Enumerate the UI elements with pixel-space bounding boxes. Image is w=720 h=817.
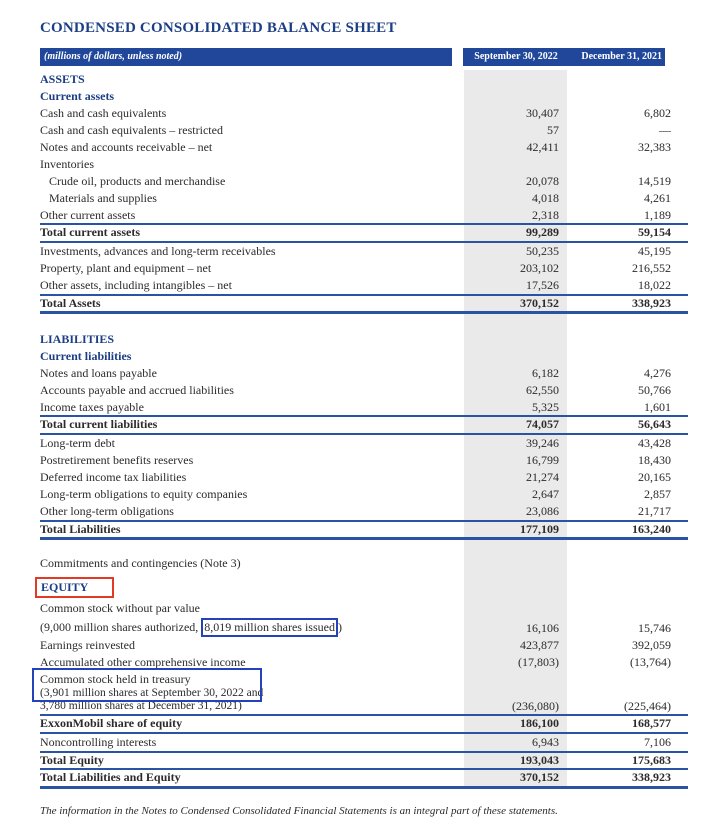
row-value-dec-2021: (13,764) — [630, 654, 671, 669]
row-cash — [40, 104, 688, 121]
row-label — [40, 620, 464, 635]
row-label: Total Assets — [40, 295, 101, 310]
row-label: Cash and cash equivalents – restricted — [40, 122, 223, 137]
row-label: ExxonMobil share of equity — [40, 716, 183, 730]
row-value-dec-2021: 4,276 — [644, 365, 671, 380]
column-header-december-2021: December 31, 2021 — [581, 51, 662, 62]
row-label: Property, plant and equipment – net — [40, 261, 212, 275]
row-value-dec-2021: 32,383 — [638, 139, 671, 154]
row-label: Notes and loans payable — [40, 365, 157, 380]
row-value-sep-2022: 62,550 — [526, 382, 559, 397]
row-label: Common stock without par value — [40, 600, 200, 615]
row-current-assets-header — [40, 87, 688, 104]
row-value-dec-2021: — — [659, 122, 671, 137]
row-value-sep-2022: 30,407 — [526, 105, 559, 120]
row-notes-receivable — [40, 138, 688, 155]
shares-issued-close-paren: ) — [337, 620, 342, 634]
row-value-dec-2021: 18,430 — [638, 453, 671, 467]
row-value-dec-2021: 175,683 — [632, 752, 671, 767]
section-heading: ASSETS — [40, 71, 85, 86]
balance-sheet-table — [40, 70, 688, 789]
row-accumulated-oci — [40, 653, 688, 670]
footnote: The information in the Notes to Condensed Consolidated Financial Statements is an integral part of these statements. — [40, 804, 558, 817]
header-bar-gap — [452, 48, 463, 66]
row-label: Total Liabilities — [40, 521, 121, 536]
row-inventories — [40, 155, 688, 172]
row-label: Deferred income tax liabilities — [40, 470, 187, 484]
section-heading — [40, 577, 688, 599]
row-assets-header — [40, 70, 688, 87]
subsection-heading: Current liabilities — [40, 348, 132, 363]
row-value-sep-2022: 186,100 — [520, 716, 559, 730]
row-label: Crude oil, products and merchandise — [49, 173, 226, 188]
row-value-sep-2022: (17,803) — [518, 654, 559, 669]
row-value-sep-2022: 203,102 — [520, 261, 559, 275]
row-value-sep-2022: 50,235 — [526, 244, 559, 258]
row-value-sep-2022: 57 — [547, 122, 559, 137]
row-exxonmobil-share — [40, 714, 688, 734]
row-value-dec-2021: 59,154 — [638, 225, 671, 239]
row-total-current-liabilities — [40, 415, 688, 435]
row-noncontrolling — [40, 734, 688, 751]
row-label: Noncontrolling interests — [40, 735, 157, 749]
row-label: Other current assets — [40, 207, 136, 222]
row-total-liabilities — [40, 520, 688, 541]
row-value-dec-2021: 21,717 — [638, 504, 671, 518]
row-label: Other assets, including intangibles – net — [40, 278, 232, 292]
row-equity-header — [40, 575, 688, 599]
row-value-sep-2022: 42,411 — [526, 139, 559, 154]
row-income-taxes-payable — [40, 398, 688, 415]
row-value-sep-2022: 39,246 — [526, 436, 559, 450]
section-gap — [40, 314, 688, 330]
row-value-sep-2022: 2,647 — [532, 487, 559, 501]
row-value-sep-2022: 370,152 — [520, 295, 559, 310]
row-label: Cash and cash equivalents — [40, 105, 167, 120]
row-common-stock-line2 — [40, 616, 688, 636]
row-label: Accounts payable and accrued liabilities — [40, 382, 234, 397]
row-value-dec-2021: 168,577 — [632, 716, 671, 730]
row-long-term-debt — [40, 435, 688, 452]
row-postretirement — [40, 452, 688, 469]
row-label: Materials and supplies — [49, 190, 157, 205]
row-value-sep-2022: 6,943 — [532, 735, 559, 749]
row-value-sep-2022: 5,325 — [532, 399, 559, 414]
row-common-stock-line1 — [40, 599, 688, 616]
row-value-sep-2022: 21,274 — [526, 470, 559, 484]
row-label: Total Liabilities and Equity — [40, 770, 181, 784]
row-value-dec-2021: 1,601 — [644, 399, 671, 414]
column-headers — [463, 48, 665, 66]
page-title: CONDENSED CONSOLIDATED BALANCE SHEET — [40, 20, 397, 36]
shares-issued-text: 8,019 million shares issued — [204, 620, 335, 634]
table-caption: (millions of dollars, unless noted) — [40, 48, 452, 66]
row-value-dec-2021: (225,464) — [624, 698, 671, 713]
row-accounts-payable — [40, 381, 688, 398]
row-value-sep-2022: 20,078 — [526, 173, 559, 188]
row-value-sep-2022: 6,182 — [532, 365, 559, 380]
row-value-sep-2022: 177,109 — [520, 521, 559, 536]
row-label: Earnings reinvested — [40, 637, 135, 652]
row-value-dec-2021: 15,746 — [638, 620, 671, 635]
row-label: Long-term debt — [40, 436, 115, 450]
row-value-dec-2021: 18,022 — [638, 278, 671, 292]
shares-authorized-text: (9,000 million shares authorized, — [40, 620, 199, 634]
row-value-sep-2022: 23,086 — [526, 504, 559, 518]
row-other-assets — [40, 277, 688, 294]
row-value-sep-2022: 4,018 — [532, 190, 559, 205]
row-value-dec-2021: 338,923 — [632, 295, 671, 310]
equity-annotation-box — [35, 577, 114, 599]
row-label: Commitments and contingencies (Note 3) — [40, 555, 241, 570]
row-value-dec-2021: 43,428 — [638, 436, 671, 450]
row-label: Income taxes payable — [40, 399, 144, 414]
row-label: Long-term obligations to equity companies — [40, 487, 248, 501]
section-gap — [40, 540, 688, 554]
row-liabilities-header — [40, 330, 688, 347]
row-value-dec-2021: 2,857 — [644, 487, 671, 501]
row-value-dec-2021: 14,519 — [638, 173, 671, 188]
row-current-liabilities-header — [40, 347, 688, 364]
shares-issued-annotation-box — [201, 618, 338, 637]
row-long-term-obligations-equity — [40, 486, 688, 503]
row-value-sep-2022: 16,106 — [526, 620, 559, 635]
row-ppe — [40, 260, 688, 277]
row-value-dec-2021: 163,240 — [632, 521, 671, 536]
treasury-line2: (3,901 million shares at September 30, 2022 and — [40, 687, 264, 699]
row-value-dec-2021: 4,261 — [644, 190, 671, 205]
row-commitments — [40, 554, 688, 571]
row-cash-restricted — [40, 121, 688, 138]
section-heading: LIABILITIES — [40, 331, 115, 346]
equity-heading-text: EQUITY — [41, 579, 89, 594]
row-label: Postretirement benefits reserves — [40, 453, 194, 467]
row-value-sep-2022: 17,526 — [526, 278, 559, 292]
row-total-assets — [40, 294, 688, 315]
row-label: Total Equity — [40, 752, 104, 767]
row-label: Total current liabilities — [40, 417, 158, 431]
row-value-dec-2021: 7,106 — [644, 735, 671, 749]
row-value-dec-2021: 1,189 — [644, 207, 671, 222]
row-label: Investments, advances and long-term receivables — [40, 244, 276, 258]
row-value-dec-2021: 392,059 — [632, 637, 671, 652]
row-crude-oil — [40, 172, 688, 189]
row-earnings-reinvested — [40, 636, 688, 653]
row-value-sep-2022: 99,289 — [526, 225, 559, 239]
row-label: Inventories — [40, 156, 94, 171]
table-header-bar — [40, 48, 688, 66]
row-other-current-assets — [40, 206, 688, 223]
row-label: Notes and accounts receivable – net — [40, 139, 213, 154]
row-value-dec-2021: 56,643 — [638, 417, 671, 431]
row-value-dec-2021: 6,802 — [644, 105, 671, 120]
row-label — [40, 672, 464, 714]
treasury-line3: 3,780 million shares at December 31, 2021) — [40, 700, 242, 712]
row-label: Total current assets — [40, 225, 140, 239]
row-treasury-stock — [40, 670, 688, 714]
row-value-dec-2021: 216,552 — [632, 261, 671, 275]
row-label: Accumulated other comprehensive income — [40, 654, 246, 669]
row-deferred-income-tax — [40, 469, 688, 486]
row-other-long-term-obligations — [40, 503, 688, 520]
row-value-sep-2022: 74,057 — [526, 417, 559, 431]
row-value-dec-2021: 50,766 — [638, 382, 671, 397]
row-value-sep-2022: 370,152 — [520, 770, 559, 784]
treasury-line1: Common stock held in treasury — [40, 671, 191, 686]
row-value-dec-2021: 338,923 — [632, 770, 671, 784]
subsection-heading: Current assets — [40, 88, 115, 103]
row-value-sep-2022: 2,318 — [532, 207, 559, 222]
row-investments — [40, 243, 688, 260]
column-header-september-2022: September 30, 2022 — [474, 51, 558, 62]
row-materials — [40, 189, 688, 206]
row-total-equity — [40, 751, 688, 769]
row-value-dec-2021: 45,195 — [638, 244, 671, 258]
row-value-sep-2022: 193,043 — [520, 752, 559, 767]
row-total-liabilities-and-equity — [40, 768, 688, 789]
row-value-sep-2022: 16,799 — [526, 453, 559, 467]
row-value-sep-2022: 423,877 — [520, 637, 559, 652]
row-total-current-assets — [40, 223, 688, 243]
row-value-sep-2022: (236,080) — [512, 698, 559, 713]
row-label: Other long-term obligations — [40, 504, 174, 518]
row-notes-loans-payable — [40, 364, 688, 381]
row-value-dec-2021: 20,165 — [638, 470, 671, 484]
